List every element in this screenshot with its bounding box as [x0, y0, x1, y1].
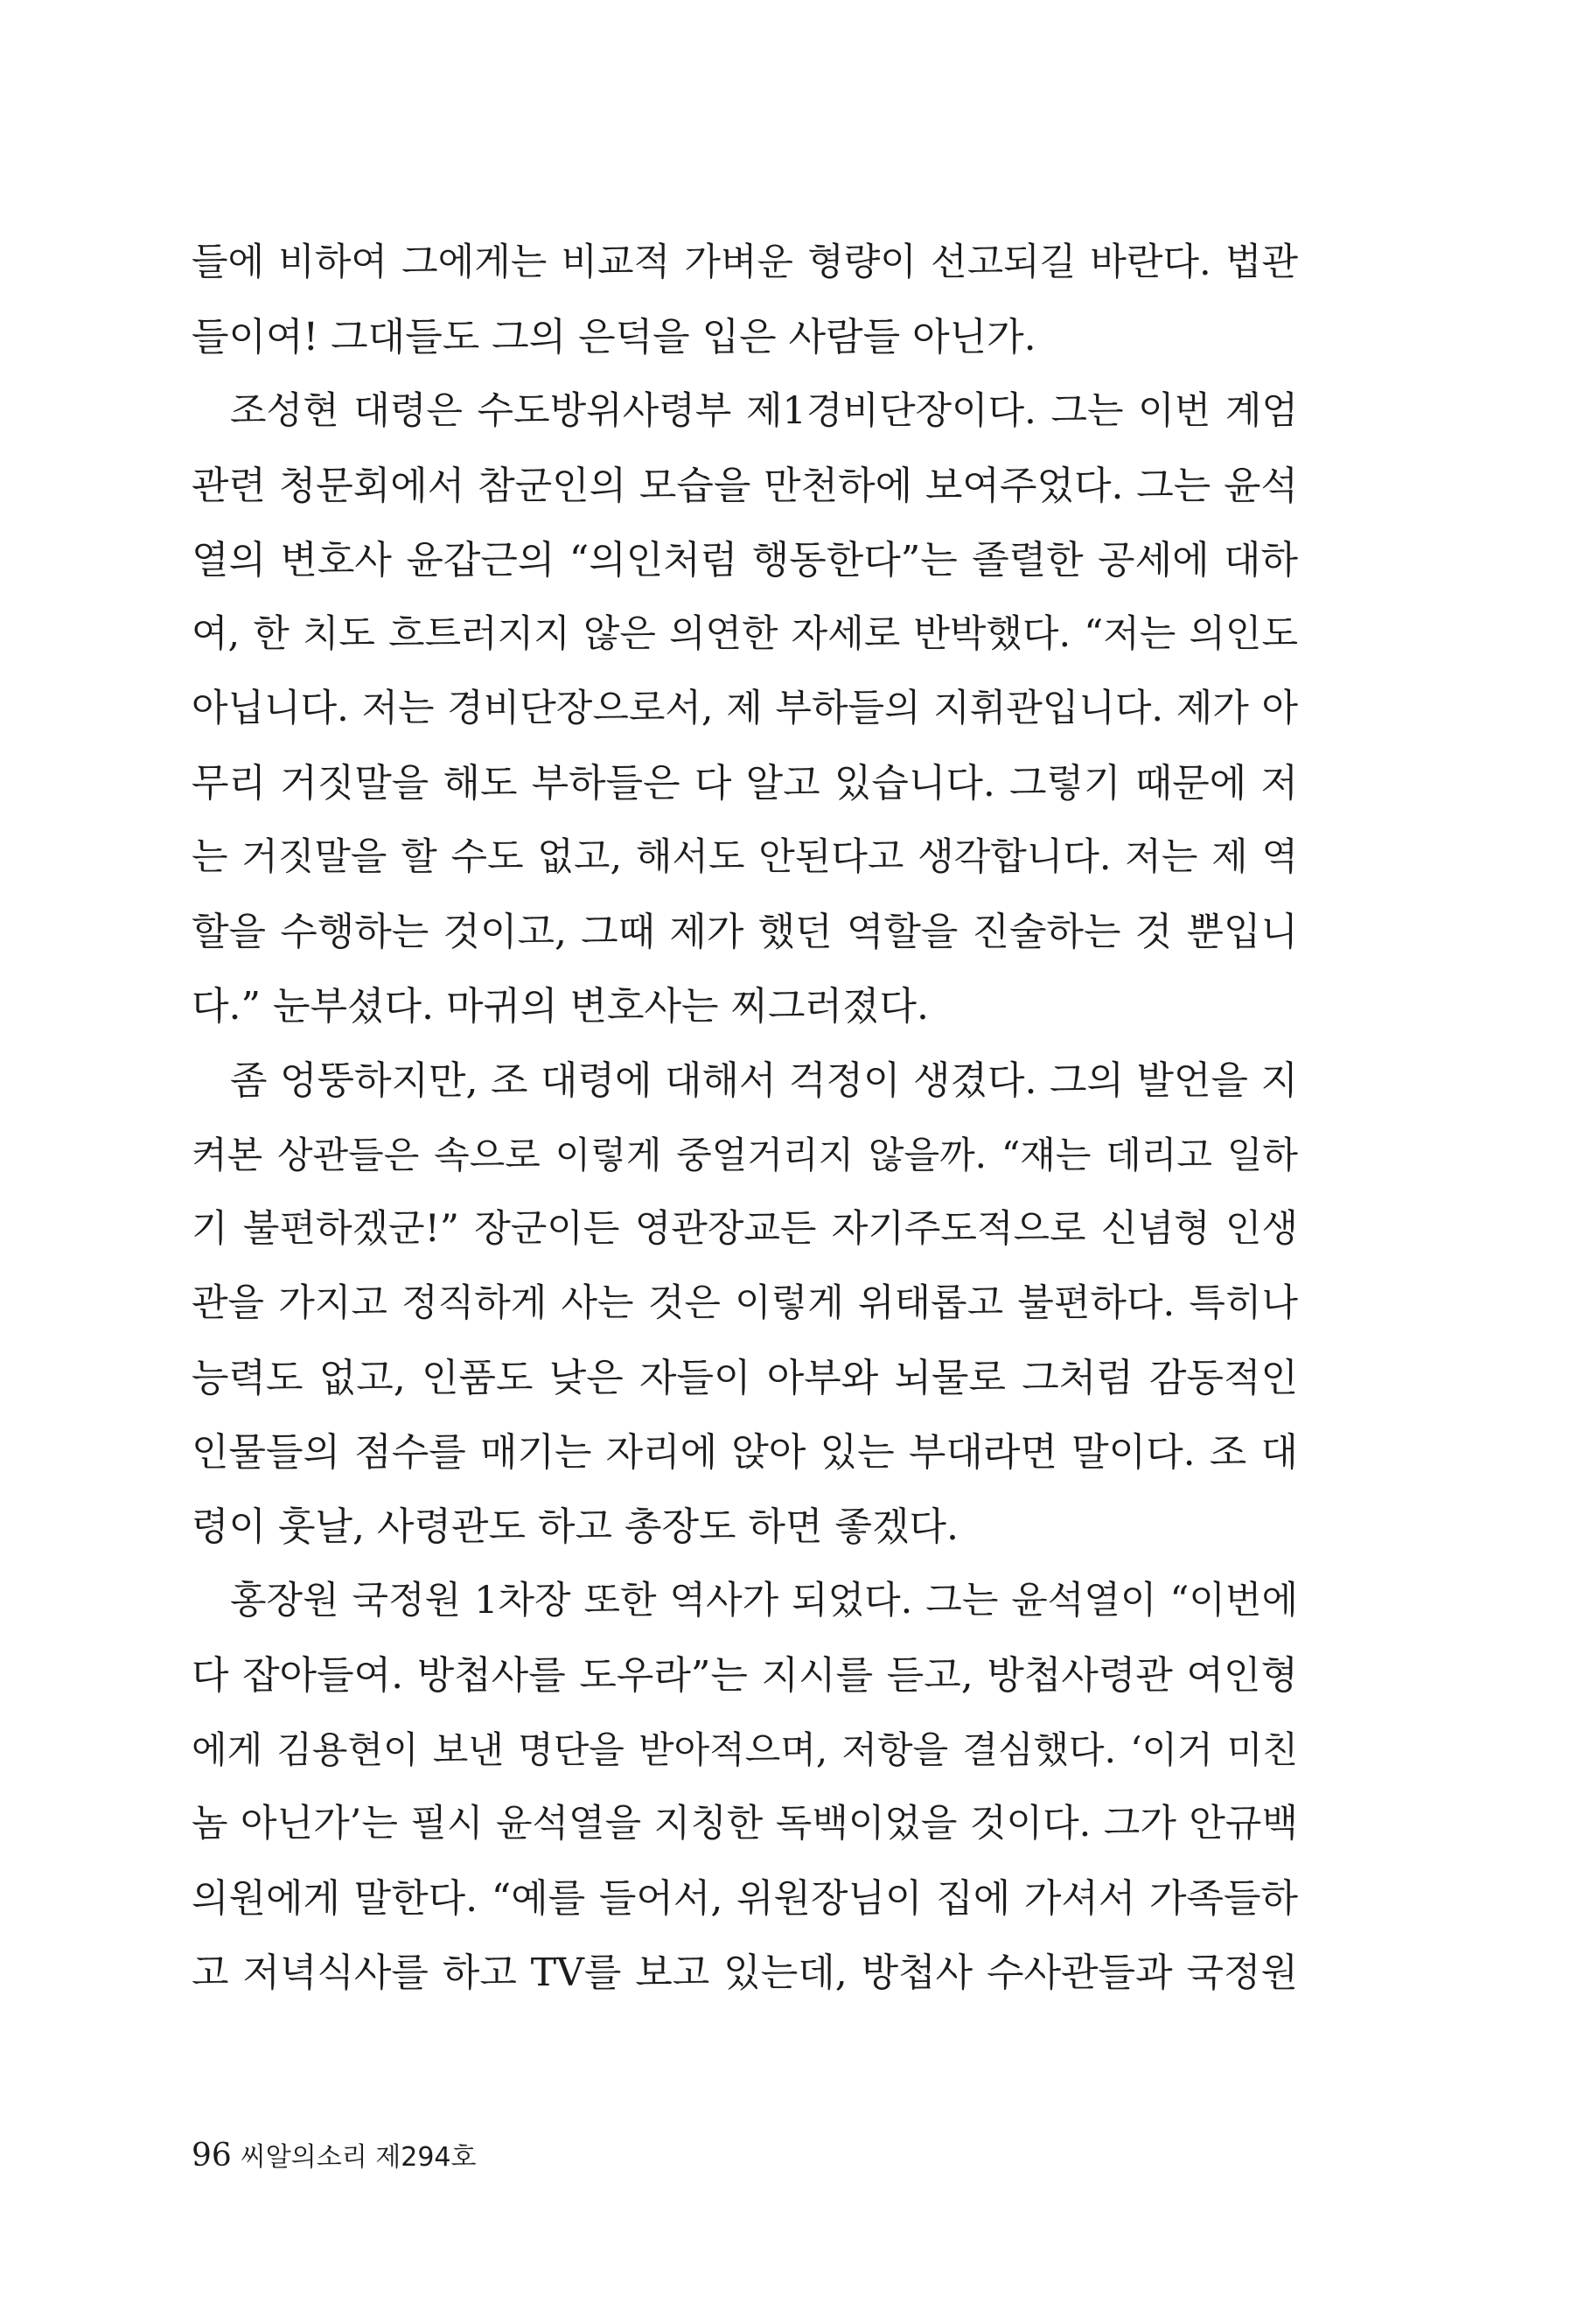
- text-line: 열의 변호사 윤갑근의 “의인처럼 행동한다”는 졸렬한 공세에 대하: [192, 538, 1298, 583]
- text-line: 관을 가지고 정직하게 사는 것은 이렇게 위태롭고 불편하다. 특히나: [192, 1281, 1298, 1325]
- text-line: 조성현 대령은 수도방위사령부 제1경비단장이다. 그는 이번 계엄: [230, 389, 1298, 433]
- page-body: [192, 226, 1298, 2010]
- text-line: 아닙니다. 저는 경비단장으로서, 제 부하들의 지휘관입니다. 제가 아: [192, 687, 1298, 730]
- text-line: 다.” 눈부셨다. 마귀의 변호사는 찌그러졌다.: [192, 984, 929, 1029]
- page-number: 96: [192, 2138, 232, 2174]
- text-line: 홍장원 국정원 1차장 또한 역사가 되었다. 그는 윤석열이 “이번에: [230, 1579, 1298, 1623]
- text-line: 령이 훗날, 사령관도 하고 총장도 하면 좋겠다.: [192, 1504, 959, 1549]
- text-line: 관련 청문회에서 참군인의 모습을 만천하에 보여주었다. 그는 윤석: [192, 464, 1298, 508]
- text-line: 무리 거짓말을 해도 부하들은 다 알고 있습니다. 그렇기 때문에 저: [192, 761, 1298, 806]
- text-line: 능력도 없고, 인품도 낮은 자들이 아부와 뇌물로 그처럼 감동적인: [192, 1356, 1298, 1400]
- text-line: 들이여! 그대들도 그의 은덕을 입은 사람들 아닌가.: [192, 315, 1036, 359]
- magazine-issue-title: 씨알의소리 제294호: [240, 2142, 477, 2173]
- text-line: 놈 아닌가’는 필시 윤석열을 지칭한 독백이었을 것이다. 그가 안규백: [192, 1802, 1298, 1846]
- text-line: 에게 김용현이 보낸 명단을 받아적으며, 저항을 결심했다. ‘이거 미친: [192, 1728, 1298, 1771]
- text-line: 다 잡아들여. 방첩사를 도우라”는 지시를 듣고, 방첩사령관 여인형: [192, 1653, 1298, 1698]
- page-footer: [192, 2130, 476, 2182]
- text-line: 여, 한 치도 흐트러지지 않은 의연한 자세로 반박했다. “저는 의인도: [192, 612, 1298, 656]
- text-line: 들에 비하여 그에게는 비교적 가벼운 형량이 선고되길 바란다. 법관: [192, 241, 1298, 284]
- text-line: 할을 수행하는 것이고, 그때 제가 했던 역할을 진술하는 것 뿐입니: [192, 910, 1298, 954]
- text-line: 의원에게 말한다. “예를 들어서, 위원장님이 집에 가셔서 가족들하: [192, 1876, 1298, 1921]
- text-line: 는 거짓말을 할 수도 없고, 해서도 안된다고 생각합니다. 저는 제 역: [192, 835, 1298, 879]
- text-line: 고 저녁식사를 하고 TV를 보고 있는데, 방첩사 수사관들과 국정원: [192, 1951, 1298, 1995]
- text-line: 인물들의 점수를 매기는 자리에 앉아 있는 부대라면 말이다. 조 대: [192, 1430, 1298, 1475]
- text-line: 좀 엉뚱하지만, 조 대령에 대해서 걱정이 생겼다. 그의 발언을 지: [230, 1058, 1298, 1103]
- text-line: 켜본 상관들은 속으로 이렇게 중얼거리지 않을까. “쟤는 데리고 일하: [192, 1134, 1298, 1176]
- text-line: 기 불편하겠군!” 장군이든 영관장교든 자기주도적으로 신념형 인생: [192, 1207, 1298, 1251]
